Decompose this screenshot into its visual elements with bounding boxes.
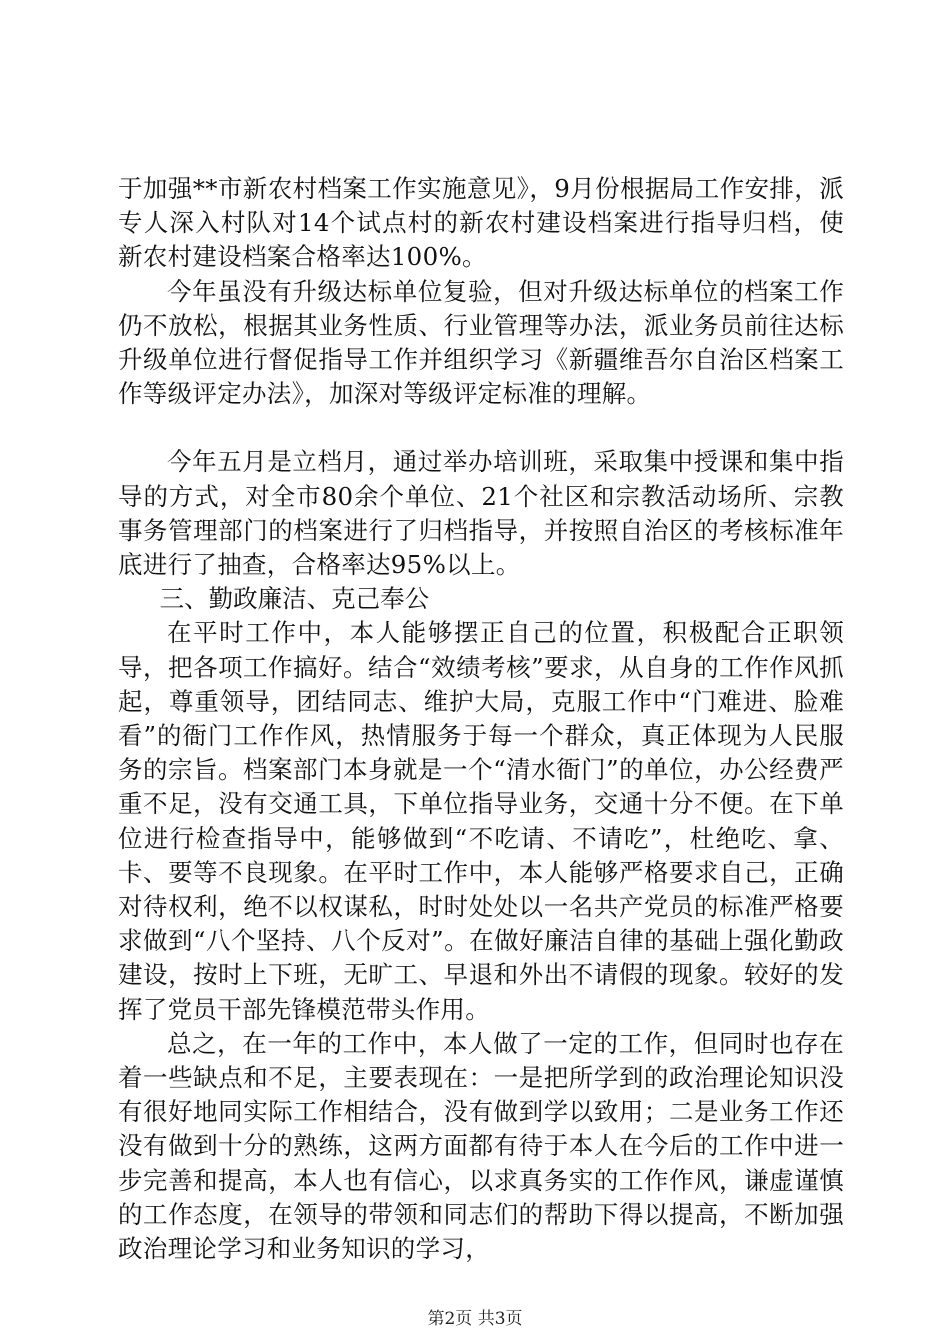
paragraph-continuation: 于加强**市新农村档案工作实施意见》，9月份根据局工作安排，派专人深入村队对14个试点村的新农村建设档案进行指导归档，使新农村建设档案合格率达100%。 <box>118 174 844 272</box>
page-footer: 第2页 共3页 <box>427 1309 523 1329</box>
paragraph-summary: 总之，在一年的工作中，本人做了一定的工作，但同时也存在着一些缺点和不足，主要表现在：一是把所学到的政治理论知识没有很好地同实际工作相结合，没有做到学以致用；二是业务工作还没有做到十分的熟练，这两方面都有待于本人在今后的工作中进一步完善和提高，本人也有信心，以求真务实的工作作风，谦虚谨慎的工作态度，在领导的带领和同志们的帮助下得以提高，不断加强政治理论学习和业务知识的学习， <box>118 1028 844 1264</box>
section-heading: 三、勤政廉洁、克己奉公 <box>159 584 430 614</box>
document-body <box>118 172 844 1266</box>
paragraph-integrity: 在平时工作中，本人能够摆正自己的位置，积极配合正职领导，把各项工作搞好。结合“效绩考核”要求，从自身的工作作风抓起，尊重领导，团结同志、维护大局，克服工作中“门难进、脸难看”的衙门工作作风，热情服务于每一个群众，真正体现为人民服务的宗旨。档案部门本身就是一个“清水衙门”的单位，办公经费严重不足，没有交通工具，下单位指导业务，交通十分不便。在下单位进行检查指导中，能够做到“不吃请、不请吃”，杜绝吃、拿、卡、要等不良现象。在平时工作中，本人能够严格要求自己，正确对待权利，绝不以权谋私，时时处处以一名共产党员的标准严格要求做到“八个坚持、八个反对”。在做好廉洁自律的基础上强化勤政建设，按时上下班，无旷工、早退和外出不请假的现象。较好的发挥了党员干部先锋模范带头作用。 <box>118 618 844 1024</box>
paragraph-upgrade-units: 今年虽没有升级达标单位复验，但对升级达标单位的档案工作仍不放松，根据其业务性质、行业管理等办法，派业务员前往达标升级单位进行督促指导工作并组织学习《新疆维吾尔自治区档案工作等级评定办法》，加深对等级评定标准的理解。 <box>118 276 844 409</box>
paragraph-archive-month: 今年五月是立档月，通过举办培训班，采取集中授课和集中指导的方式，对全市80余个单位、21个社区和宗教活动场所、宗教事务管理部门的档案进行了归档指导，并按照自治区的考核标准年底进行了抽查，合格率达95%以上。 <box>118 447 844 580</box>
